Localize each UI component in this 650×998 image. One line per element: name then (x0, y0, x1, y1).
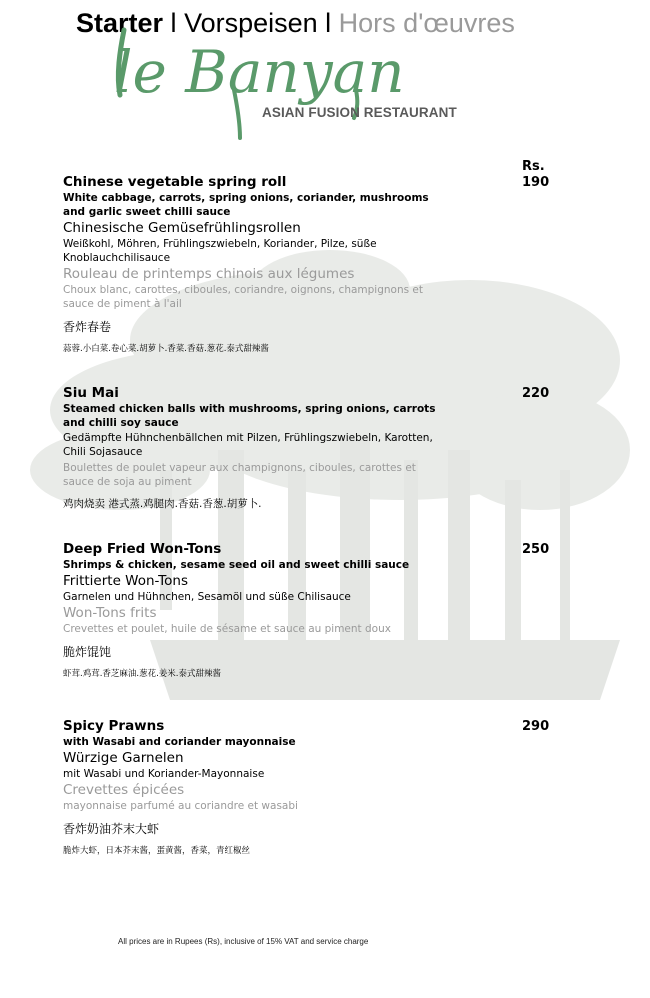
item-title-fr: Won-Tons frits (63, 605, 157, 621)
item-desc-zh: 虾茸.鸡茸.香芝麻油.葱花.姜米.泰式甜辣酱 (63, 669, 222, 679)
item-desc-zh: 脆炸大虾，日本芥末酱，蛋黄酱，香菜，青红椒丝 (63, 846, 251, 856)
item-title-zh: 香炸春卷 (63, 320, 112, 334)
item-title-de: Würzige Garnelen (63, 750, 184, 766)
item-desc-zh: 蒜蓉.小白菜.卷心菜.胡萝卜.香菜.香菇.葱花.泰式甜辣酱 (63, 344, 269, 354)
item-title-en: Siu Mai (63, 385, 119, 401)
item-desc-fr: Boulettes de poulet vapeur aux champignons, ciboules, carottes et sauce de soja au piment (63, 462, 416, 488)
heading-separator: l (317, 8, 339, 38)
heading-vorspeisen: Vorspeisen (184, 8, 318, 38)
item-title-en: Deep Fried Won-Tons (63, 541, 222, 557)
item-price: 190 (522, 175, 550, 190)
item-desc-de: Gedämpfte Hühnchenbällchen mit Pilzen, Frühlingszwiebeln, Karotten, Chili Sojasauce (63, 432, 433, 458)
item-zh-line: 鸡肉烧卖 港式蒸.鸡腿肉.香菇.香葱.胡萝卜. (63, 498, 262, 510)
item-title-fr: Rouleau de printemps chinois aux légumes (63, 266, 355, 282)
item-desc-de: mit Wasabi und Koriander-Mayonnaise (63, 768, 265, 780)
item-desc-de: Garnelen und Hühnchen, Sesamöl und süße Chilisauce (63, 591, 351, 603)
item-title-fr: Crevettes épicées (63, 782, 185, 798)
menu-item-spicy-prawns (63, 718, 443, 857)
item-title-zh: 脆炸馄饨 (63, 645, 112, 659)
logo-wordmark: le Banyan (114, 38, 405, 106)
item-title-zh: 香炸奶油芥末大虾 (63, 822, 160, 836)
item-title-de: Chinesische Gemüsefrühlingsrollen (63, 220, 301, 236)
menu-item-won-tons (63, 541, 483, 680)
item-desc-en: Steamed chicken balls with mushrooms, spring onions, carrots and chilli soy sauce (63, 403, 436, 429)
le-banyan-logo (106, 20, 456, 140)
menu-item-spring-roll (63, 174, 443, 355)
item-desc-fr: Crevettes et poulet, huile de sésame et sauce au piment doux (63, 623, 391, 635)
item-desc-fr: Choux blanc, carottes, ciboules, coriandre, oignons, champignons et sauce de piment à l'ail (63, 284, 423, 310)
heading-starter: Starter (76, 8, 164, 38)
item-desc-fr: mayonnaise parfumé au coriandre et wasabi (63, 800, 298, 812)
heading-separator: l (163, 8, 185, 38)
item-title-de: Frittierte Won-Tons (63, 573, 188, 589)
item-desc-de: Weißkohl, Möhren, Frühlingszwiebeln, Koriander, Pilze, süße Knoblauchchilisauce (63, 238, 377, 264)
menu-item-siu-mai (63, 385, 443, 511)
item-desc-en: with Wasabi and coriander mayonnaise (63, 736, 296, 748)
price-column-heading: Rs. (522, 159, 545, 174)
logo-subtitle: ASIAN FUSION RESTAURANT (262, 105, 457, 120)
price-footnote: All prices are in Rupees (Rs), inclusive of 15% VAT and service charge (118, 937, 369, 946)
item-price: 220 (522, 386, 550, 401)
item-title-en: Spicy Prawns (63, 718, 165, 734)
item-title-en: Chinese vegetable spring roll (63, 174, 287, 190)
item-desc-en: Shrimps & chicken, sesame seed oil and sweet chilli sauce (63, 559, 410, 571)
item-price: 290 (522, 719, 550, 734)
item-desc-en: White cabbage, carrots, spring onions, coriander, mushrooms and garlic sweet chilli sauce (63, 192, 429, 218)
item-price: 250 (522, 542, 550, 557)
heading-hors-doeuvres: Hors d'œuvres (338, 8, 515, 38)
